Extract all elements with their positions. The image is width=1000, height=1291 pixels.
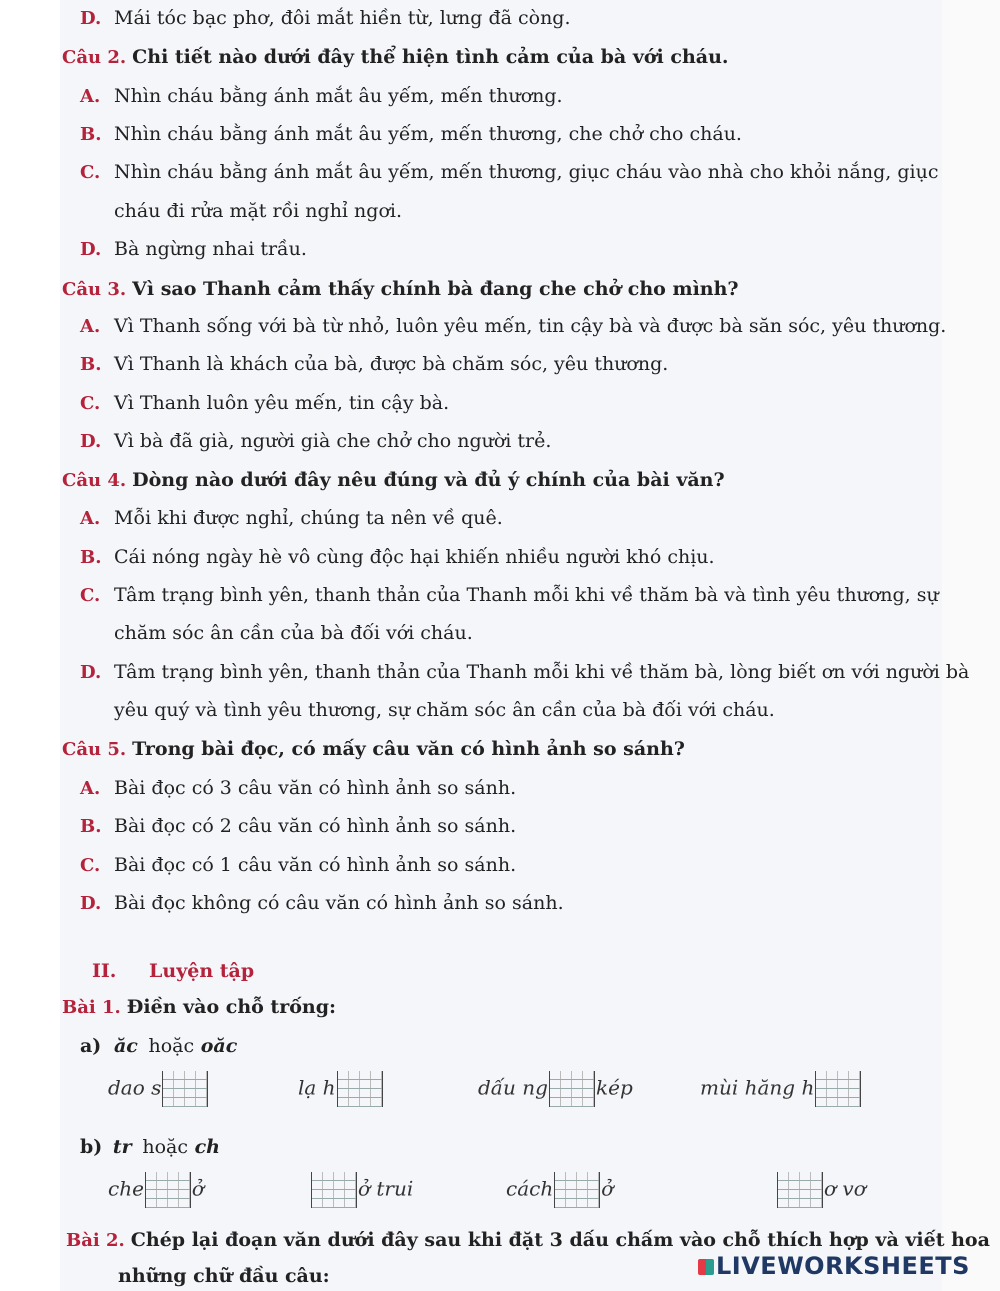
option-letter: B. xyxy=(80,816,102,837)
liveworksheets-logo[interactable] xyxy=(698,1252,970,1280)
fill-word-5 xyxy=(108,1172,204,1208)
exercise-1 xyxy=(62,996,336,1018)
blank-box[interactable] xyxy=(554,1172,600,1208)
option-text: cháu đi rửa mặt rồi nghỉ ngơi. xyxy=(114,200,402,222)
q2-option-d[interactable] xyxy=(80,238,307,260)
blank-box[interactable] xyxy=(815,1071,861,1107)
option-letter: D. xyxy=(80,8,102,29)
question-text: Dòng nào dưới đây nêu đúng và đủ ý chính của bài văn? xyxy=(132,469,725,491)
option-letter: C. xyxy=(80,393,101,414)
option-text: Bài đọc có 1 câu văn có hình ảnh so sánh. xyxy=(114,854,517,876)
question-text: Vì sao Thanh cảm thấy chính bà đang che chở cho mình? xyxy=(132,278,739,300)
word-prefix: dao s xyxy=(108,1075,162,1100)
option-text: Vì bà đã già, người già che chở cho người trẻ. xyxy=(114,430,552,452)
option-text: Tâm trạng bình yên, thanh thản của Thanh mỗi khi về thăm bà và tình yêu thương, sự xyxy=(114,584,939,606)
q4-option-b[interactable] xyxy=(80,546,715,568)
option-text: Nhìn cháu bằng ánh mắt âu yếm, mến thương, che chở cho cháu. xyxy=(114,123,742,145)
q2-option-c-cont xyxy=(114,200,402,222)
blank-box[interactable] xyxy=(549,1071,595,1107)
q3-option-b[interactable] xyxy=(80,353,668,375)
question-label: Câu 4. xyxy=(62,470,127,491)
blank-box[interactable] xyxy=(337,1071,383,1107)
q3-option-c[interactable] xyxy=(80,392,449,414)
fill-word-2 xyxy=(298,1071,384,1107)
or-text: hoặc xyxy=(148,1035,195,1057)
q5-option-a[interactable] xyxy=(80,777,516,799)
question-text: Trong bài đọc, có mấy câu văn có hình ảnh so sánh? xyxy=(132,738,685,760)
q3-option-d[interactable] xyxy=(80,430,551,452)
exercise-label: Bài 2. xyxy=(66,1230,125,1251)
question-2 xyxy=(62,46,729,68)
q4-option-c-cont xyxy=(114,622,473,644)
fill-word-1 xyxy=(108,1071,209,1107)
word-prefix: lạ h xyxy=(298,1075,336,1100)
word-prefix: che xyxy=(108,1176,144,1201)
question-label: Câu 5. xyxy=(62,739,127,760)
option-letter: A. xyxy=(80,316,101,337)
option-letter: B. xyxy=(80,124,102,145)
option-text: Vì Thanh luôn yêu mến, tin cậy bà. xyxy=(114,392,450,414)
q5-option-c[interactable] xyxy=(80,854,516,876)
q2-option-c[interactable] xyxy=(80,161,938,183)
option-1: ăc xyxy=(113,1035,138,1057)
option-text: Nhìn cháu bằng ánh mắt âu yếm, mến thương, giục cháu vào nhà cho khỏi nắng, giục xyxy=(114,161,939,183)
blank-box[interactable] xyxy=(777,1172,823,1208)
word-prefix: mùi hăng h xyxy=(700,1075,815,1100)
part-label: a) xyxy=(80,1035,102,1057)
question-5 xyxy=(62,738,685,760)
question-label: Câu 3. xyxy=(62,279,127,300)
exercise-2 xyxy=(66,1229,990,1251)
option-letter: A. xyxy=(80,86,101,107)
section-title: Luyện tập xyxy=(149,960,255,982)
option-letter: B. xyxy=(80,354,102,375)
q5-option-d[interactable] xyxy=(80,892,564,914)
option-text: Vì Thanh sống với bà từ nhỏ, luôn yêu mến, tin cậy bà và được bà săn sóc, yêu thương. xyxy=(114,315,947,337)
option-1: tr xyxy=(112,1136,132,1158)
word-suffix: ở trui xyxy=(358,1176,414,1201)
option-text: Bà ngừng nhai trầu. xyxy=(114,238,307,260)
q5-option-b[interactable] xyxy=(80,815,516,837)
blank-box[interactable] xyxy=(162,1071,208,1107)
option-2: ch xyxy=(194,1136,220,1158)
word-suffix: ơ vơ xyxy=(824,1176,866,1201)
question-4 xyxy=(62,469,725,491)
exercise-text: Điền vào chỗ trống: xyxy=(126,996,337,1018)
option-letter: A. xyxy=(80,778,101,799)
q4-option-d[interactable] xyxy=(80,661,969,683)
option-letter: D. xyxy=(80,431,102,452)
word-suffix: ở xyxy=(601,1176,614,1201)
question-text: Chi tiết nào dưới đây thể hiện tình cảm của bà với cháu. xyxy=(132,46,729,68)
option-text: Tâm trạng bình yên, thanh thản của Thanh mỗi khi về thăm bà, lòng biết ơn với người bà xyxy=(114,661,970,683)
exercise-text: Chép lại đoạn văn dưới đây sau khi đặt 3 dấu chấm vào chỗ thích hợp và viết hoa xyxy=(130,1229,990,1251)
option-text: Cái nóng ngày hè vô cùng độc hại khiến nhiều người khó chịu. xyxy=(114,546,715,568)
liveworksheets-icon xyxy=(698,1259,714,1275)
option-letter: D. xyxy=(80,239,102,260)
word-prefix: dấu ng xyxy=(478,1075,548,1100)
q3-option-a[interactable] xyxy=(80,315,946,337)
word-suffix: ở xyxy=(191,1176,204,1201)
option-text: Bài đọc có 3 câu văn có hình ảnh so sánh. xyxy=(114,777,517,799)
fill-word-3 xyxy=(478,1071,633,1107)
option-text: Nhìn cháu bằng ánh mắt âu yếm, mến thương. xyxy=(114,85,563,107)
q4-option-a[interactable] xyxy=(80,507,503,529)
q1-option-d xyxy=(80,7,571,29)
option-text: Mái tóc bạc phơ, đôi mắt hiền từ, lưng đã còng. xyxy=(114,7,571,29)
section-heading xyxy=(92,960,254,982)
part-b-heading xyxy=(80,1136,220,1158)
option-2: oăc xyxy=(200,1035,238,1057)
question-3 xyxy=(62,278,739,300)
question-label: Câu 2. xyxy=(62,47,127,68)
section-numeral: II. xyxy=(92,960,117,982)
blank-box[interactable] xyxy=(145,1172,191,1208)
part-label: b) xyxy=(80,1136,103,1158)
q4-option-d-cont xyxy=(114,699,775,721)
word-suffix: kép xyxy=(595,1075,633,1100)
right-margin xyxy=(942,0,1000,1291)
option-letter: A. xyxy=(80,508,101,529)
option-text: yêu quý và tình yêu thương, sự chăm sóc ân cần của bà đối với cháu. xyxy=(114,699,775,721)
option-text: chăm sóc ân cần của bà đối với cháu. xyxy=(114,622,473,644)
option-text: Vì Thanh là khách của bà, được bà chăm sóc, yêu thương. xyxy=(114,353,669,375)
fill-word-4 xyxy=(700,1071,862,1107)
brand-text: LIVEWORKSHEETS xyxy=(716,1252,970,1280)
word-prefix: cách xyxy=(506,1176,554,1201)
fill-word-7 xyxy=(506,1172,613,1208)
option-text: Mỗi khi được nghỉ, chúng ta nên về quê. xyxy=(114,507,503,529)
blank-box[interactable] xyxy=(311,1172,357,1208)
option-letter: D. xyxy=(80,662,102,683)
or-text: hoặc xyxy=(142,1136,188,1158)
option-letter: C. xyxy=(80,162,101,183)
exercise-2-cont: những chữ đầu câu: xyxy=(118,1265,330,1287)
q2-option-a[interactable] xyxy=(80,85,563,107)
fill-word-6 xyxy=(310,1172,413,1208)
part-a-heading xyxy=(80,1035,237,1057)
option-letter: C. xyxy=(80,855,101,876)
option-letter: D. xyxy=(80,893,102,914)
fill-word-8 xyxy=(776,1172,866,1208)
option-text: Bài đọc có 2 câu văn có hình ảnh so sánh. xyxy=(114,815,517,837)
q2-option-b[interactable] xyxy=(80,123,742,145)
option-letter: C. xyxy=(80,585,101,606)
option-letter: B. xyxy=(80,547,102,568)
q4-option-c[interactable] xyxy=(80,584,939,606)
exercise-label: Bài 1. xyxy=(62,997,121,1018)
option-text: Bài đọc không có câu văn có hình ảnh so sánh. xyxy=(114,892,564,914)
